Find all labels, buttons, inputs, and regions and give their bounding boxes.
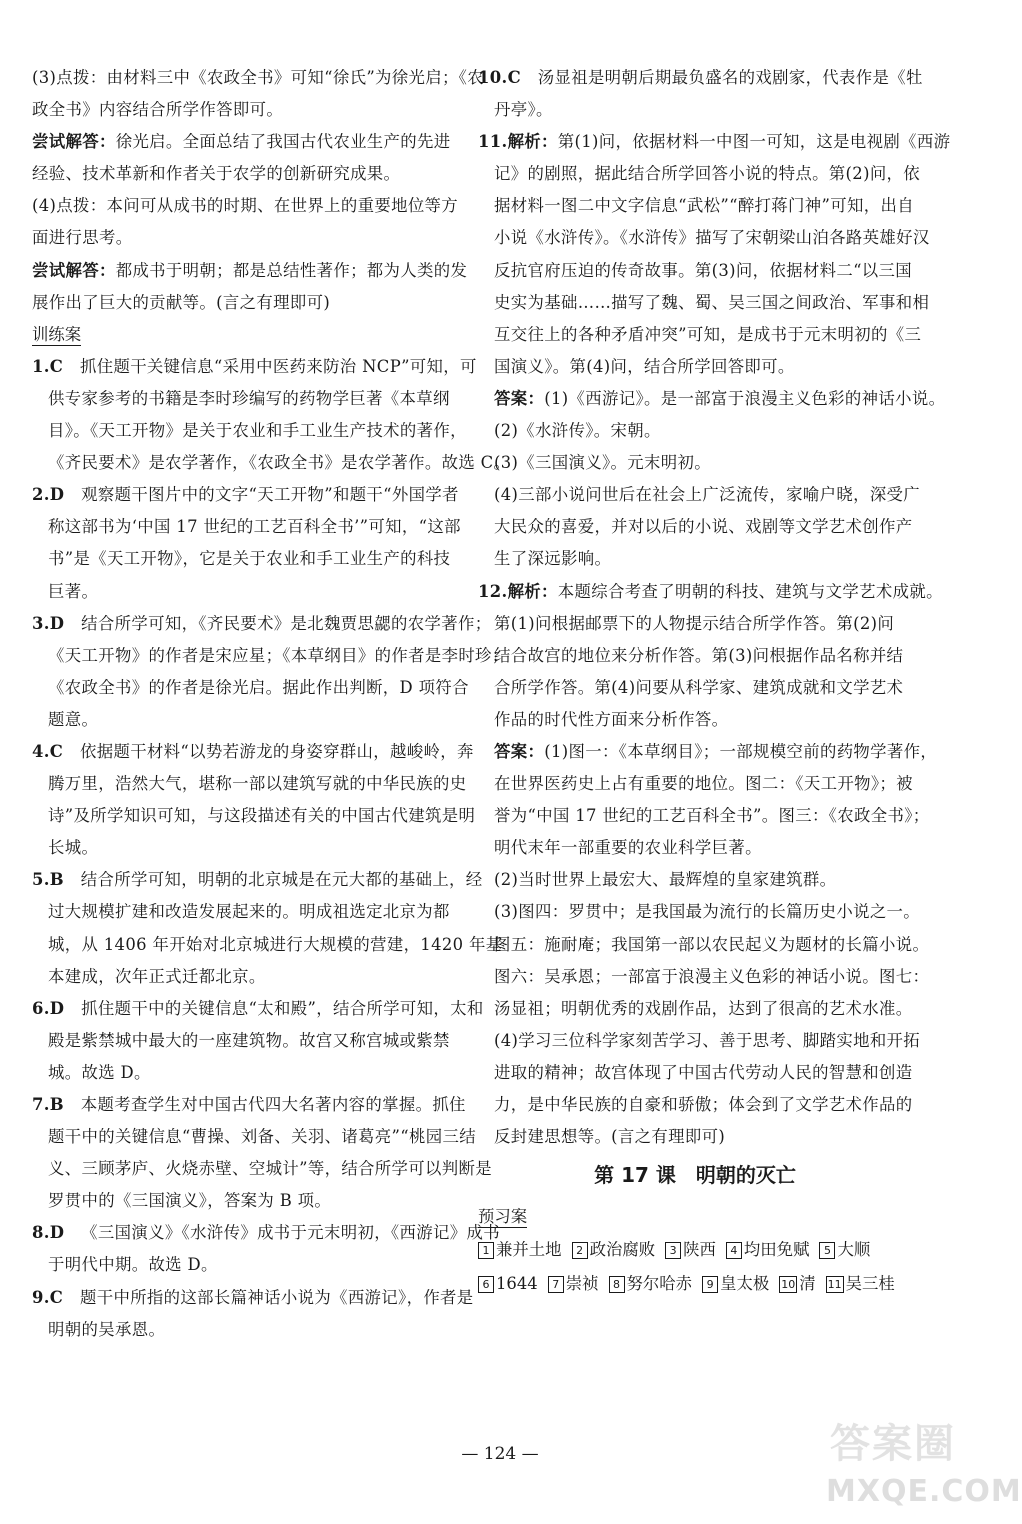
- line-text: 供专家参考的书籍是李时珍编写的药物学巨著《本草纲: [48, 388, 450, 408]
- answer-label: 6.D: [32, 998, 65, 1018]
- answer-label: 8.D: [32, 1223, 65, 1243]
- line-text: (2)当时世界上最宏大、最辉煌的皇家建筑群。: [494, 870, 837, 890]
- answer-label: 10.C: [478, 68, 521, 87]
- line-text: 结合所学可知，《齐民要术》是北魏贾思勰的农学著作；: [81, 613, 492, 633]
- text-line: [32, 864, 483, 896]
- line-text: (4)点拨：本问可从成书的时期、在世界上的重要地位等方: [32, 196, 459, 216]
- text-line: [32, 1057, 452, 1089]
- answer-label: 4.C: [32, 741, 64, 761]
- watermark-logo: 答案圈 MXQE.COM: [826, 1421, 1022, 1509]
- text-line: [32, 1249, 452, 1281]
- answer-text: 1644: [496, 1274, 538, 1294]
- text-line: [478, 543, 912, 575]
- text-line: [32, 190, 459, 222]
- text-line: [478, 864, 912, 896]
- text-line: [32, 222, 452, 254]
- line-text: 史实为基础……描写了魏、蜀、吴三国之间政治、军事和相: [494, 292, 930, 312]
- answer-number-box: 4: [726, 1242, 742, 1259]
- text-line: [478, 126, 951, 158]
- text-line: [478, 672, 912, 704]
- text-line: [32, 287, 452, 319]
- right-column: [478, 62, 951, 1301]
- answer-number-box: 11: [827, 1278, 842, 1292]
- line-text: (2)《水浒传》。宋朝。: [494, 421, 661, 441]
- line-text: 《农政全书》的作者是徐光启。据此作出判断，D 项符合: [48, 677, 469, 697]
- answer-text: 政治腐败: [589, 1240, 656, 1260]
- line-text: 本建成，次年正式迁都北京。: [48, 966, 266, 986]
- answer-label: 尝试解答：: [32, 132, 116, 152]
- line-text: 第(1)问根据邮票下的人物提示结合所学作答。第(2)问: [494, 613, 895, 633]
- answer-label: 7.B: [32, 1095, 65, 1114]
- text-line: [478, 222, 930, 254]
- line-text: 明代末年一部重要的农业科学巨著。: [494, 838, 762, 858]
- line-text: 作品的时代性方面来分析作答。: [494, 709, 729, 729]
- answer-text: 大顺: [837, 1240, 871, 1260]
- text-line: [478, 736, 938, 768]
- section-heading: 训练案: [32, 324, 82, 344]
- line-text: 罗贯中的《三国演义》，答案为 B 项。: [48, 1191, 332, 1211]
- line-text: 图六：吴承恩；一部富于浪漫主义色彩的神话小说。图七：: [494, 966, 930, 986]
- line-text: 互交往上的各种矛盾冲突”可知，是成书于元末明初的《三: [494, 324, 922, 344]
- answer-label: 3.D: [32, 613, 65, 633]
- preview-answers-row-2: [478, 1267, 912, 1301]
- line-text: 图五：施耐庵；我国第一部以农民起义为题材的长篇小说。: [494, 934, 930, 954]
- answer-label: 12.解析：: [478, 581, 558, 601]
- line-text: (1)图一：《本草纲目》；一部规模空前的药物学著作，: [544, 741, 938, 761]
- text-line: [32, 255, 468, 287]
- answer-text: 努尔哈赤: [626, 1274, 693, 1294]
- preview-answer: [478, 1267, 538, 1301]
- line-text: 于明代中期。故选 D。: [48, 1255, 218, 1275]
- line-text: 义、三顾茅庐、火烧赤壁、空城计”等，结合所学可以判断是: [48, 1159, 492, 1179]
- preview-answer: [478, 1233, 562, 1267]
- line-text: 抓住题干关键信息“采用中医药来防治 NCP”可知，可: [79, 356, 477, 376]
- text-line: [478, 704, 912, 736]
- preview-answer: [826, 1267, 895, 1301]
- line-text: 《齐民要术》是农学著作，《农政全书》是农学著作。故选 C。: [48, 453, 511, 473]
- line-text: 小说《水浒传》。《水浒传》描写了宋朝梁山泊各路英雄好汉: [494, 228, 930, 248]
- line-text: 诗”及所学知识可知，与这段描述有关的中国古代建筑是明: [48, 806, 476, 826]
- line-text: 汤显祖是明朝后期最负盛名的戏剧家，代表作是《牡: [537, 68, 923, 87]
- text-line: [32, 1089, 466, 1121]
- answer-text: 兼并土地: [496, 1240, 562, 1260]
- line-text: 展作出了巨大的贡献等。(言之有理即可): [32, 292, 331, 312]
- text-line: [32, 126, 452, 158]
- text-line: [478, 62, 923, 94]
- preview-answers-row-1: [478, 1233, 912, 1267]
- text-line: [32, 511, 461, 543]
- preview-answer: [572, 1233, 656, 1267]
- text-line: [32, 479, 459, 511]
- answer-label: 5.B: [32, 870, 65, 890]
- line-text: 生了深远影响。: [494, 549, 612, 569]
- answer-number-box: 7: [548, 1276, 564, 1293]
- preview-answer: [609, 1267, 693, 1301]
- line-text: 题意。: [48, 709, 99, 729]
- line-text: 依据题干材料“以势若游龙的身姿穿群山，越峻岭，奔: [79, 741, 474, 761]
- line-text: 《三国演义》《水浒传》成书于元末明初，《西游记》成书: [81, 1223, 500, 1243]
- line-text: 反封建思想等。(言之有理即可): [494, 1127, 726, 1147]
- text-line: [478, 800, 930, 832]
- answer-label: 11.解析：: [478, 132, 558, 152]
- line-text: 反抗官府压迫的传奇故事。第(3)问，依据材料二“以三国: [494, 260, 913, 280]
- text-line: [32, 993, 484, 1025]
- line-text: 汤显祖；明朝优秀的戏剧作品，达到了很高的艺术水准。: [494, 998, 913, 1018]
- answer-label: 尝试解答：: [32, 260, 116, 280]
- line-text: 经验、技术革新和作者关于农学的创新研究成果。: [32, 164, 401, 184]
- answer-label: 1.C: [32, 356, 64, 376]
- line-text: 抓住题干中的关键信息“太和殿”，结合所学可知，太和: [81, 998, 484, 1018]
- text-line: [478, 1089, 912, 1121]
- answer-text: 皇太极: [720, 1274, 770, 1294]
- line-text: 政全书》内容结合所学作答即可。: [32, 100, 284, 120]
- text-line: [478, 383, 946, 415]
- preview-answer: [819, 1233, 870, 1267]
- text-line: [32, 576, 452, 608]
- line-text: 殿是紫禁城中最大的一座建筑物。故宫又称宫城或紫禁: [48, 1030, 450, 1050]
- text-line: [478, 447, 912, 479]
- answer-number-box: 3: [665, 1242, 681, 1259]
- answer-number-box: 10: [781, 1278, 796, 1292]
- text-line: [478, 255, 912, 287]
- text-line: [478, 319, 922, 351]
- text-line: [32, 158, 452, 190]
- text-line: [478, 94, 912, 126]
- text-line: [478, 190, 912, 222]
- text-line: [32, 1217, 500, 1249]
- line-text: (4)学习三位科学家刻苦学习、善于思考、脚踏实地和开拓: [494, 1030, 921, 1050]
- text-line: [478, 158, 921, 190]
- line-text: 结合所学可知，明朝的北京城是在元大都的基础上，经: [80, 870, 483, 890]
- text-line: [478, 896, 921, 928]
- text-line: [478, 479, 921, 511]
- text-line: [478, 576, 943, 608]
- text-line: [32, 800, 476, 832]
- line-text: 题干中所指的这部长篇神话小说为《西游记》，作者是: [79, 1287, 474, 1307]
- text-line: [478, 415, 912, 447]
- line-text: 丹亭》。: [494, 100, 553, 120]
- answer-text: 崇祯: [565, 1274, 599, 1294]
- text-line: [32, 896, 452, 928]
- answer-label: 答案：: [494, 741, 545, 761]
- answer-label: 答案：: [494, 388, 545, 408]
- line-text: 观察题干图片中的文字“天工开物”和题干“外国学者: [81, 485, 459, 505]
- text-line: [478, 1057, 912, 1089]
- preview-heading: 预习案: [478, 1207, 528, 1227]
- answer-number-box: 2: [572, 1242, 588, 1259]
- text-line: [32, 415, 467, 447]
- page-number: — 124 —: [461, 1444, 539, 1464]
- line-text: 面进行思考。: [32, 228, 133, 248]
- line-text: 腾万里，浩然大气，堪称一部以建筑写就的中华民族的史: [48, 774, 467, 794]
- text-line: [478, 929, 930, 961]
- text-line: [32, 961, 452, 993]
- text-line: [32, 1153, 492, 1185]
- text-line: [32, 351, 477, 383]
- text-line: [32, 608, 492, 640]
- text-line: [32, 672, 469, 704]
- line-text: 城，从 1406 年开始对北京城进行大规模的营建，1420 年基: [48, 934, 503, 954]
- answer-text: 清: [799, 1274, 816, 1294]
- text-line: [478, 1121, 912, 1153]
- text-line: [32, 543, 452, 575]
- line-text: 据材料一图二中文字信息“武松”“醉打蒋门神”可知，出自: [494, 196, 914, 216]
- line-text: 《天工开物》的作者是宋应星；《本草纲目》的作者是李时珍；: [48, 645, 509, 665]
- text-line: [478, 608, 912, 640]
- line-text: 国演义》。第(4)问，结合所学回答即可。: [494, 356, 795, 376]
- text-line: [32, 704, 452, 736]
- answer-number-box: 9: [702, 1276, 718, 1293]
- text-line: [32, 640, 509, 672]
- line-text: 巨著。: [48, 581, 99, 601]
- text-line: [32, 929, 503, 961]
- text-line: [32, 768, 467, 800]
- answer-text: 陕西: [683, 1240, 716, 1260]
- text-line: [478, 287, 930, 319]
- answer-text: 吴三桂: [845, 1274, 895, 1294]
- line-text: (3)《三国演义》。元末明初。: [494, 453, 711, 473]
- text-line: [478, 351, 912, 383]
- line-text: 誉为“中国 17 世纪的工艺百科全书”。图三：《农政全书》；: [494, 806, 930, 826]
- text-line: [32, 1025, 452, 1057]
- text-line: [32, 447, 511, 479]
- line-text: 明朝的吴承恩。: [48, 1319, 166, 1339]
- line-text: 大民众的喜爱，并对以后的小说、戏剧等文学艺术创作产: [494, 517, 913, 537]
- text-line: [478, 993, 912, 1025]
- answer-label: 2.D: [32, 485, 65, 505]
- preview-answer: [726, 1233, 810, 1267]
- line-text: 力，是中华民族的自豪和骄傲；体会到了文学艺术作品的: [494, 1095, 913, 1114]
- line-text: 结合故宫的地位来分析作答。第(3)问根据作品名称并结: [494, 645, 904, 665]
- line-text: 过大规模扩建和改造发展起来的。明成祖选定北京为都: [48, 902, 450, 922]
- line-text: 徐光启。全面总结了我国古代农业生产的先进: [115, 132, 451, 152]
- text-line: [32, 62, 485, 94]
- answer-number-box: 5: [819, 1242, 835, 1259]
- line-text: 合所学作答。第(4)问要从科学家、建筑成就和文学艺术: [494, 677, 904, 697]
- line-text: (1)《西游记》。是一部富于浪漫主义色彩的神话小说。: [544, 388, 946, 408]
- line-text: 书”是《天工开物》，它是关于农业和手工业生产的科技: [48, 549, 451, 569]
- lesson-title: 第 17 课 明朝的灭亡: [594, 1163, 796, 1188]
- line-text: 长城。: [48, 838, 99, 858]
- text-line: [478, 511, 912, 543]
- line-text: 称这部书为‘中国 17 世纪的工艺百科全书’”可知，“这部: [48, 517, 461, 537]
- answer-label: 9.C: [32, 1287, 64, 1307]
- line-text: 本题考查学生对中国古代四大名著内容的掌握。抓住: [80, 1095, 466, 1114]
- answer-number-box: 1: [478, 1242, 494, 1259]
- right-answer-lines: [478, 62, 951, 1153]
- line-text: 都成书于明朝；都是总结性著作；都为人类的发: [115, 260, 468, 280]
- line-text: 在世界医药史上占有重要的地位。图二：《天工开物》；被: [494, 774, 913, 794]
- text-line: [32, 1282, 474, 1314]
- text-line: [32, 832, 452, 864]
- text-line: [32, 1185, 452, 1217]
- text-line: [478, 961, 930, 993]
- text-line: [32, 1314, 452, 1346]
- preview-answer: [548, 1267, 599, 1301]
- answer-text: 均田免赋: [743, 1240, 810, 1260]
- text-line: [32, 736, 474, 768]
- line-text: 目》。《天工开物》是关于农业和手工业生产技术的著作，: [48, 421, 467, 441]
- text-line: [478, 832, 912, 864]
- text-line: [32, 1121, 476, 1153]
- text-line: [32, 383, 452, 415]
- line-text: (3)点拨：由材料三中《农政全书》可知“徐氏”为徐光启；《农: [32, 68, 485, 87]
- line-text: (3)图四：罗贯中；是我国最为流行的长篇历史小说之一。: [494, 902, 921, 922]
- line-text: 本题综合考查了明朝的科技、建筑与文学艺术成就。: [557, 581, 943, 601]
- text-line: [478, 768, 912, 800]
- line-text: 第(1)问，依据材料一中图一可知，这是电视剧《西游: [557, 132, 951, 152]
- line-text: 题干中的关键信息“曹操、刘备、关羽、诸葛亮”“桃园三结: [48, 1127, 476, 1147]
- line-text: 进取的精神；故宫体现了中国古代劳动人民的智慧和创造: [494, 1062, 913, 1082]
- text-line: [32, 94, 452, 126]
- answer-number-box: 6: [478, 1276, 494, 1293]
- line-text: 记》的剧照，据此结合所学回答小说的特点。第(2)问，依: [494, 164, 921, 184]
- answer-number-box: 8: [609, 1276, 625, 1293]
- line-text: 城。故选 D。: [48, 1062, 151, 1082]
- text-line: [478, 640, 912, 672]
- line-text: (4)三部小说问世后在社会上广泛流传，家喻户晓，深受广: [494, 485, 921, 505]
- text-line: [478, 1025, 921, 1057]
- preview-answer: [779, 1267, 815, 1301]
- preview-answer: [665, 1233, 716, 1267]
- preview-answer: [702, 1267, 769, 1301]
